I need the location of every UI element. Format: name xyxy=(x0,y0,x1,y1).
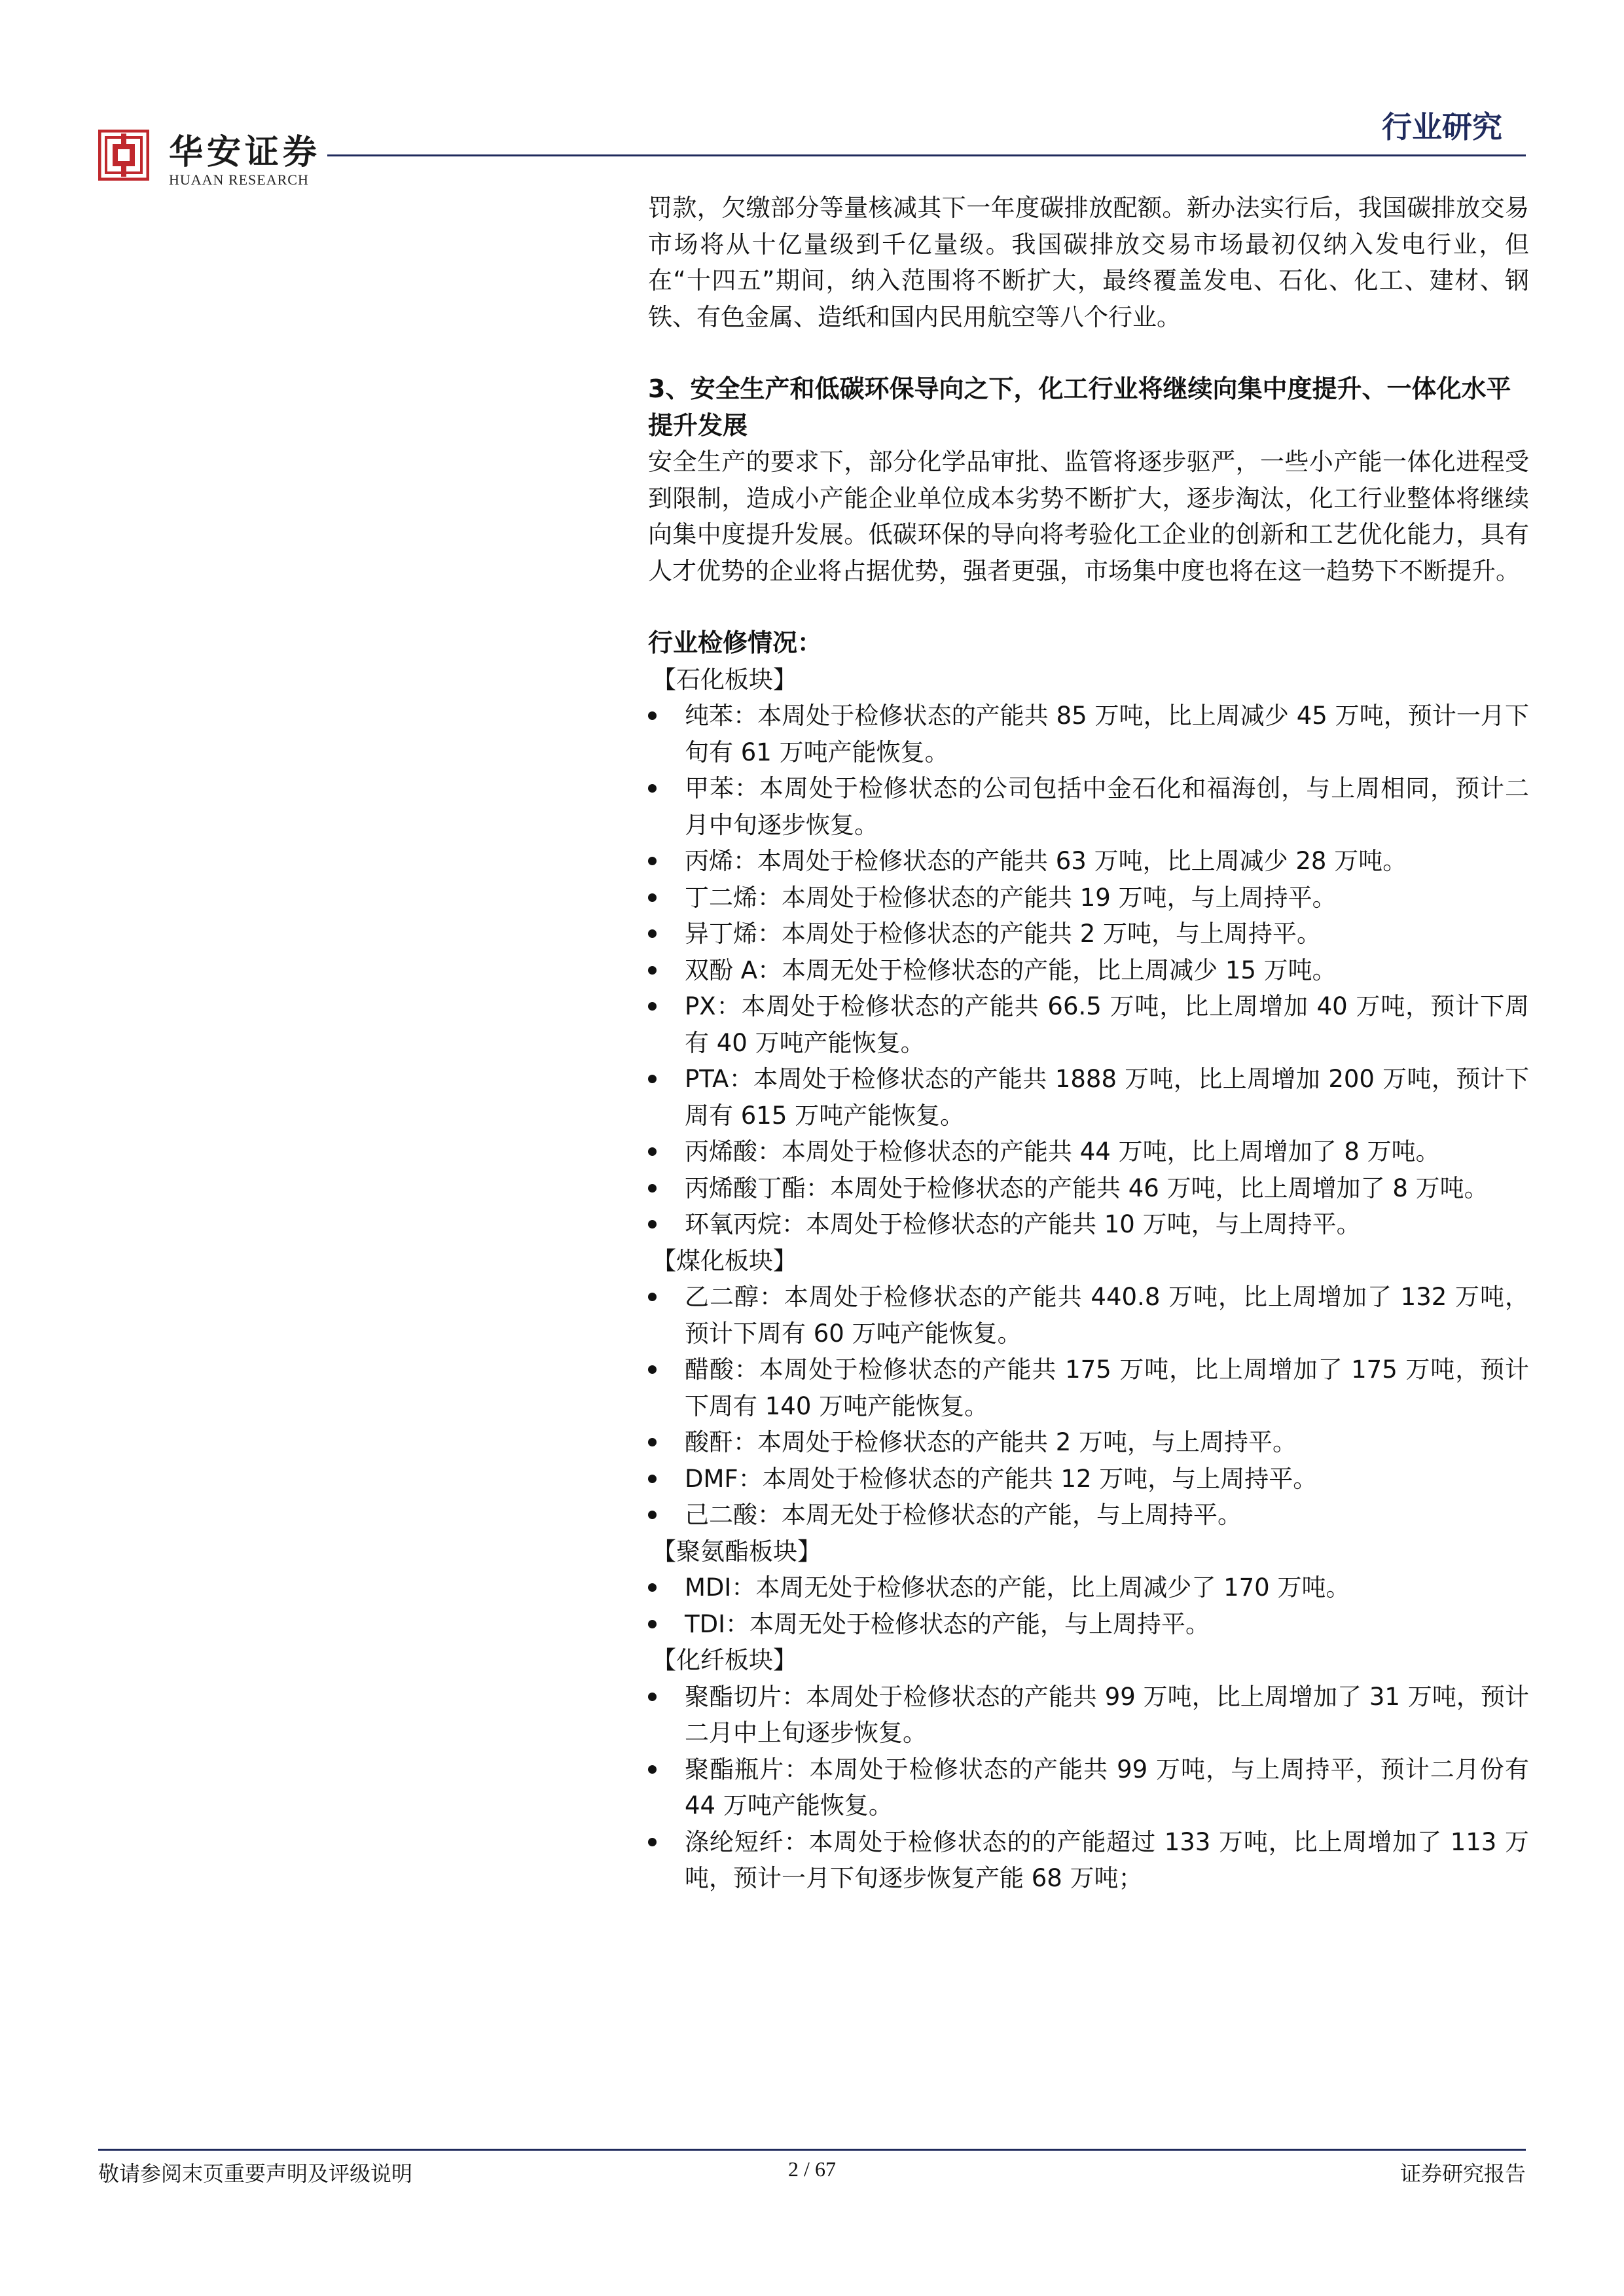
list-item: 丙烯酸：本周处于检修状态的产能共 44 万吨，比上周增加了 8 万吨。 xyxy=(648,1134,1529,1170)
bullet-icon xyxy=(648,929,657,938)
section-title: 3、安全生产和低碳环保导向之下，化工行业将继续向集中度提升、一体化水平提升发展 xyxy=(648,374,1511,440)
bullet-icon xyxy=(648,784,657,793)
section-body: 安全生产的要求下，部分化学品审批、监管将逐步驱严，一些小产能一体化进程受到限制，造成小产能企业单位成本劣势不断扩大，逐步淘汰，化工行业整体将继续向集中度提升发展。低碳环保的导向将考验化工企业的创新和工艺优化能力，具有人才优势的企业将占据优势，强者更强，市场集中度也将在这一趋势下不断提升。 xyxy=(648,448,1529,585)
bullet-icon xyxy=(648,1765,657,1774)
list-item: PX：本周处于检修状态的产能共 66.5 万吨，比上周增加 40 万吨，预计下周有 40 万吨产能恢复。 xyxy=(648,988,1529,1061)
list-item: 丁二烯：本周处于检修状态的产能共 19 万吨，与上周持平。 xyxy=(648,880,1529,916)
sector-label: 【石化板块】 xyxy=(652,665,797,694)
list-item: PTA：本周处于检修状态的产能共 1888 万吨，比上周增加 200 万吨，预计下周有 615 万吨产能恢复。 xyxy=(648,1061,1529,1134)
list-item: 丙烯酸丁酯：本周处于检修状态的产能共 46 万吨，比上周增加了 8 万吨。 xyxy=(648,1170,1529,1207)
bullet-icon xyxy=(648,1293,657,1301)
list-item: 聚酯切片：本周处于检修状态的产能共 99 万吨，比上周增加了 31 万吨，预计二月中上旬逐步恢复。 xyxy=(648,1679,1529,1751)
bullet-icon xyxy=(648,1511,657,1519)
maintenance-heading: 行业检修情况： xyxy=(648,628,823,657)
list-item: 纯苯：本周处于检修状态的产能共 85 万吨，比上周减少 45 万吨，预计一月下旬有 61 万吨产能恢复。 xyxy=(648,698,1529,770)
list-item: MDI：本周无处于检修状态的产能，比上周减少了 170 万吨。 xyxy=(648,1570,1529,1606)
bullet-icon xyxy=(648,1583,657,1592)
header-divider xyxy=(327,154,1526,156)
sector-label: 【聚氨酯板块】 xyxy=(652,1537,821,1566)
sector-label: 【煤化板块】 xyxy=(652,1246,797,1275)
bullet-icon xyxy=(648,1365,657,1374)
list-item: 醋酸：本周处于检修状态的产能共 175 万吨，比上周增加了 175 万吨，预计下周有 140 万吨产能恢复。 xyxy=(648,1352,1529,1424)
bullet-icon xyxy=(648,1475,657,1483)
bullet-icon xyxy=(648,1693,657,1701)
bullet-icon xyxy=(648,1002,657,1011)
list-item: TDI：本周无处于检修状态的产能，与上周持平。 xyxy=(648,1606,1529,1643)
list-item: 己二酸：本周无处于检修状态的产能，与上周持平。 xyxy=(648,1497,1529,1534)
list-item: 聚酯瓶片：本周处于检修状态的产能共 99 万吨，与上周持平，预计二月份有 44 万吨产能恢复。 xyxy=(648,1751,1529,1824)
footer-report-type: 证券研究报告 xyxy=(1399,2161,1526,2186)
bullet-icon xyxy=(648,1220,657,1229)
list-item: 丙烯：本周处于检修状态的产能共 63 万吨，比上周减少 28 万吨。 xyxy=(648,843,1529,880)
report-category-title: 行业研究 xyxy=(1382,109,1502,145)
list-item: DMF：本周处于检修状态的产能共 12 万吨，与上周持平。 xyxy=(648,1461,1529,1498)
page-number: 2 / 67 xyxy=(788,2157,836,2181)
list-item: 乙二醇：本周处于检修状态的产能共 440.8 万吨，比上周增加了 132 万吨，预计下周有 60 万吨产能恢复。 xyxy=(648,1279,1529,1352)
bullet-icon xyxy=(648,1184,657,1193)
bullet-icon xyxy=(648,857,657,865)
list-item: 甲苯：本周处于检修状态的公司包括中金石化和福海创，与上周相同，预计二月中旬逐步恢复。 xyxy=(648,770,1529,843)
bullet-icon xyxy=(648,966,657,975)
footer-disclaimer: 敬请参阅末页重要声明及评级说明 xyxy=(98,2161,413,2186)
list-item: 双酚 A：本周无处于检修状态的产能，比上周减少 15 万吨。 xyxy=(648,952,1529,989)
footer-divider xyxy=(98,2149,1526,2151)
list-item: 涤纶短纤：本周处于检修状态的的产能超过 133 万吨，比上周增加了 113 万吨，预计一月下旬逐步恢复产能 68 万吨； xyxy=(648,1824,1529,1897)
bullet-icon xyxy=(648,1838,657,1846)
list-item: 环氧丙烷：本周处于检修状态的产能共 10 万吨，与上周持平。 xyxy=(648,1206,1529,1243)
bullet-icon xyxy=(648,1438,657,1446)
bullet-icon xyxy=(648,711,657,720)
bullet-icon xyxy=(648,893,657,902)
sector-label: 【化纤板块】 xyxy=(652,1646,797,1674)
intro-paragraph: 罚款，欠缴部分等量核减其下一年度碳排放配额。新办法实行后，我国碳排放交易市场将从十亿量级到千亿量级。我国碳排放交易市场最初仅纳入发电行业，但在“十四五”期间，纳入范围将不断扩大，最终覆盖发电、石化、化工、建材、钢铁、有色金属、造纸和国内民用航空等八个行业。 xyxy=(648,194,1529,331)
huaan-logo-icon xyxy=(98,130,149,181)
bullet-icon xyxy=(648,1620,657,1628)
main-content xyxy=(648,190,1529,1897)
brand-name-cn: 华安证券 xyxy=(169,132,321,172)
list-item: 酸酐：本周处于检修状态的产能共 2 万吨，与上周持平。 xyxy=(648,1424,1529,1461)
bullet-icon xyxy=(648,1147,657,1156)
brand-name-en: HUAAN RESEARCH xyxy=(169,171,309,188)
list-item: 异丁烯：本周处于检修状态的产能共 2 万吨，与上周持平。 xyxy=(648,916,1529,952)
bullet-icon xyxy=(648,1075,657,1083)
